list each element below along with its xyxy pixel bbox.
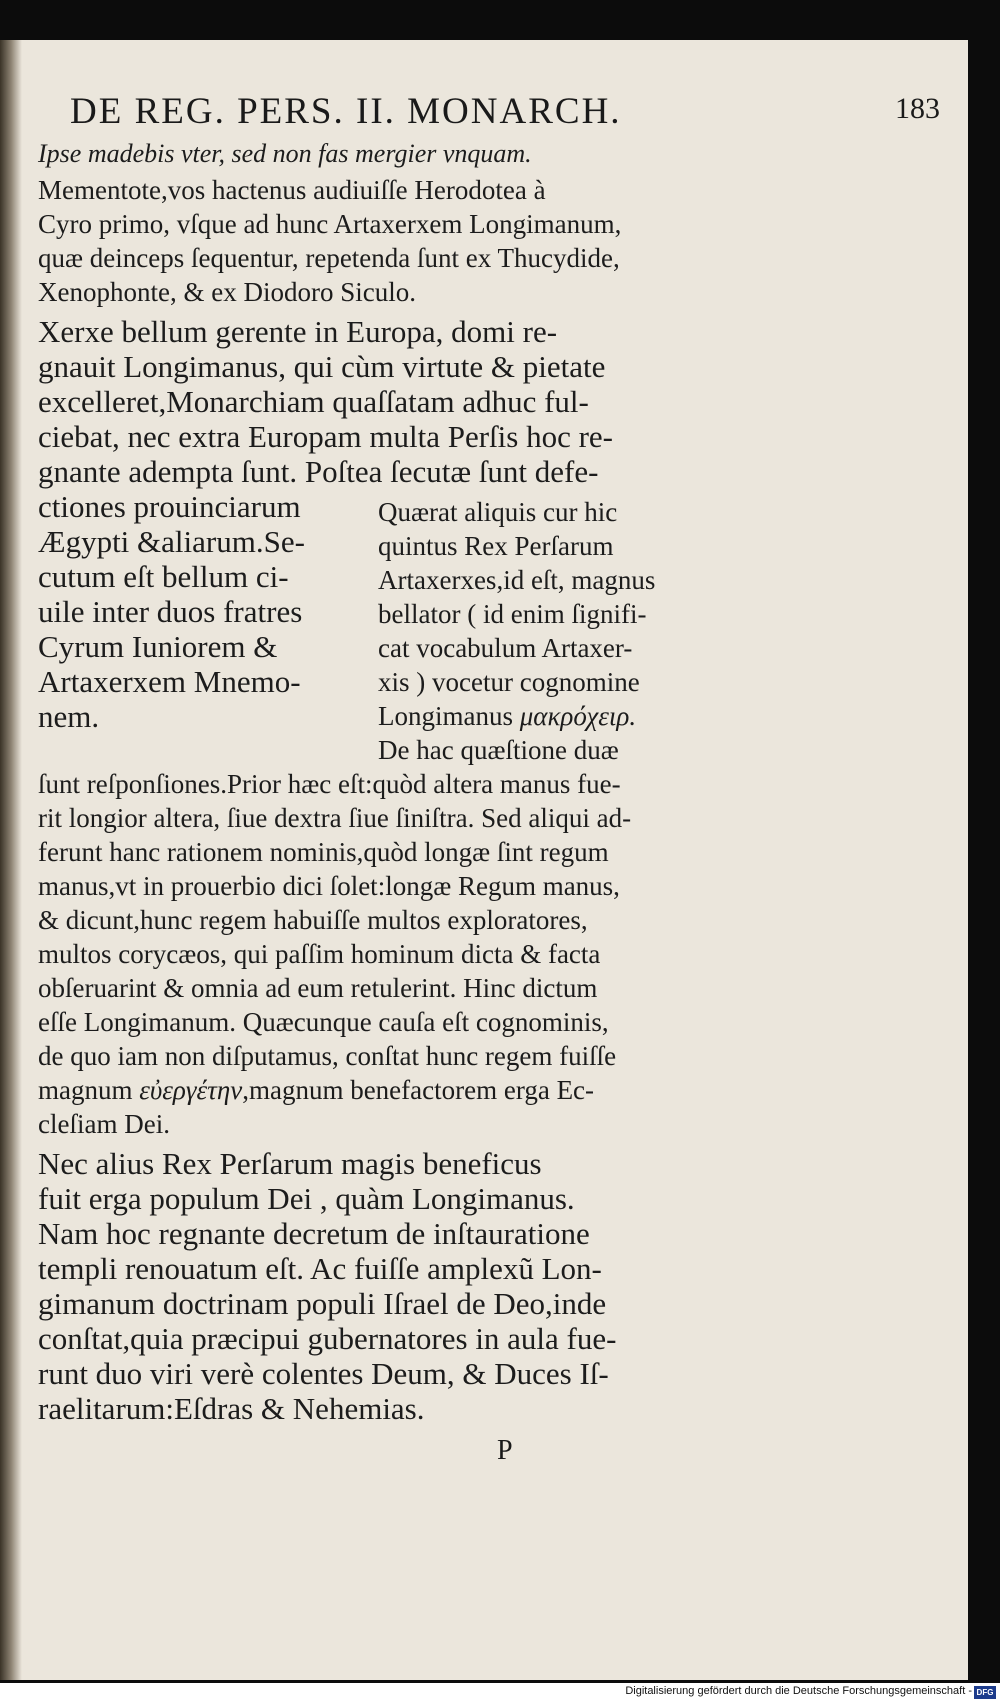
left-column-line: cutum eſt bellum ci- <box>38 559 289 594</box>
page-number: 183 <box>895 92 940 125</box>
text-line: Xenophonte, & ex Diodoro Siculo. <box>38 277 416 307</box>
left-column-line: Artaxerxem Mnemo- <box>38 664 301 699</box>
text-line: & dicunt,hunc regem habuiſſe multos exploratores, <box>38 905 588 935</box>
text-line: Mementote,vos hactenus audiuiſſe Herodotea à <box>38 175 546 205</box>
left-column-line: uile inter duos fratres <box>38 594 303 629</box>
left-column-line: Cyrum Iuniorem & <box>38 629 278 664</box>
text-line: quæ deinceps ſequentur, repetenda ſunt ex Thucydide, <box>38 243 620 273</box>
greek-word: μακρόχειρ. <box>519 701 637 731</box>
text-line: templi renouatum eſt. Ac fuiſſe amplexũ Lon- <box>38 1251 602 1286</box>
text-line: rit longior altera, ſiue dextra ſiue ſiniſtra. Sed aliqui ad- <box>38 803 632 833</box>
left-column-line: Ægypti &aliarum.Se- <box>38 524 305 559</box>
page-header <box>70 90 940 134</box>
text-line: multos corycæos, qui paſſim hominum dicta & facta <box>38 939 601 969</box>
right-column-line: cat vocabulum Artaxer- <box>378 633 633 663</box>
text-line: ſunt reſponſiones.Prior hæc eſt:quòd altera manus fue- <box>38 769 621 799</box>
text-line: gimanum doctrinam populi Iſrael de Deo,inde <box>38 1286 607 1321</box>
text-line: manus,vt in prouerbio dici ſolet:longæ Regum manus, <box>38 871 620 901</box>
text-line: obſeruarint & omnia ad eum retulerint. Hinc dictum <box>38 973 598 1003</box>
text-line: raelitarum:Eſdras & Nehemias. <box>38 1391 425 1426</box>
text-line: fuit erga populum Dei , quàm Longimanus. <box>38 1181 575 1216</box>
text-line: cleſiam Dei. <box>38 1109 170 1139</box>
left-column-line: ctiones prouinciarum <box>38 489 301 524</box>
text-line: ferunt hanc rationem nominis,quòd longæ ſint regum <box>38 837 609 867</box>
text-line: de quo iam non diſputamus, conſtat hunc regem fuiſſe <box>38 1041 617 1071</box>
text-line: eſſe Longimanum. Quæcunque cauſa eſt cognominis, <box>38 1007 609 1037</box>
text-line: ciebat, nec extra Europam multa Perſis hoc re- <box>38 419 613 454</box>
digitization-footer <box>0 1683 1000 1703</box>
text-line: excelleret,Monarchiam quaſſatam adhuc ful- <box>38 384 589 419</box>
right-column-line: xis ) vocetur cognomine <box>378 667 640 697</box>
book-page <box>0 40 968 1680</box>
text-line: gnauit Longimanus, qui cùm virtute & pietate <box>38 349 606 384</box>
text-line: conſtat,quia præcipui gubernatores in aula fue- <box>38 1321 617 1356</box>
text-line <box>38 1073 594 1107</box>
right-column-line <box>378 699 636 733</box>
text-fragment: ,magnum benefactorem erga Ec- <box>242 1075 595 1105</box>
right-column-line: De hac quæſtione duæ <box>378 735 619 765</box>
text-line: Nec alius Rex Perſarum magis beneficus <box>38 1146 542 1181</box>
right-column-line: quintus Rex Perſarum <box>378 531 614 561</box>
dfg-logo-icon: DFG <box>974 1686 996 1699</box>
longimanus-word: Longimanus <box>378 701 513 731</box>
text-line: runt duo viri verè colentes Deum, & Duces Iſ- <box>38 1356 609 1391</box>
magnum-word: magnum <box>38 1075 133 1105</box>
text-line: gnante adempta ſunt. Poſtea ſecutæ ſunt defe- <box>38 454 599 489</box>
verse-line: Ipse madebis vter, sed non fas mergier vnquam. <box>38 139 532 168</box>
text-line: Cyro primo, vſque ad hunc Artaxerxem Longimanum, <box>38 209 622 239</box>
right-column-line: Artaxerxes,id eſt, magnus <box>378 565 656 595</box>
greek-word: εὐεργέτην <box>139 1075 243 1105</box>
page-gutter <box>0 40 22 1680</box>
signature-mark: P <box>497 1435 513 1466</box>
text-line: Nam hoc regnante decretum de inſtauratione <box>38 1216 590 1251</box>
right-column-line: Quærat aliquis cur hic <box>378 497 618 527</box>
left-column-line: nem. <box>38 699 100 734</box>
running-head: DE REG. PERS. II. MONARCH. <box>70 91 622 132</box>
right-column-line: bellator ( id enim ſignifi- <box>378 599 647 629</box>
text-line: Xerxe bellum gerente in Europa, domi re- <box>38 314 558 349</box>
footer-credit: Digitalisierung gefördert durch die Deutsche Forschungsgemeinschaft - <box>625 1685 972 1697</box>
